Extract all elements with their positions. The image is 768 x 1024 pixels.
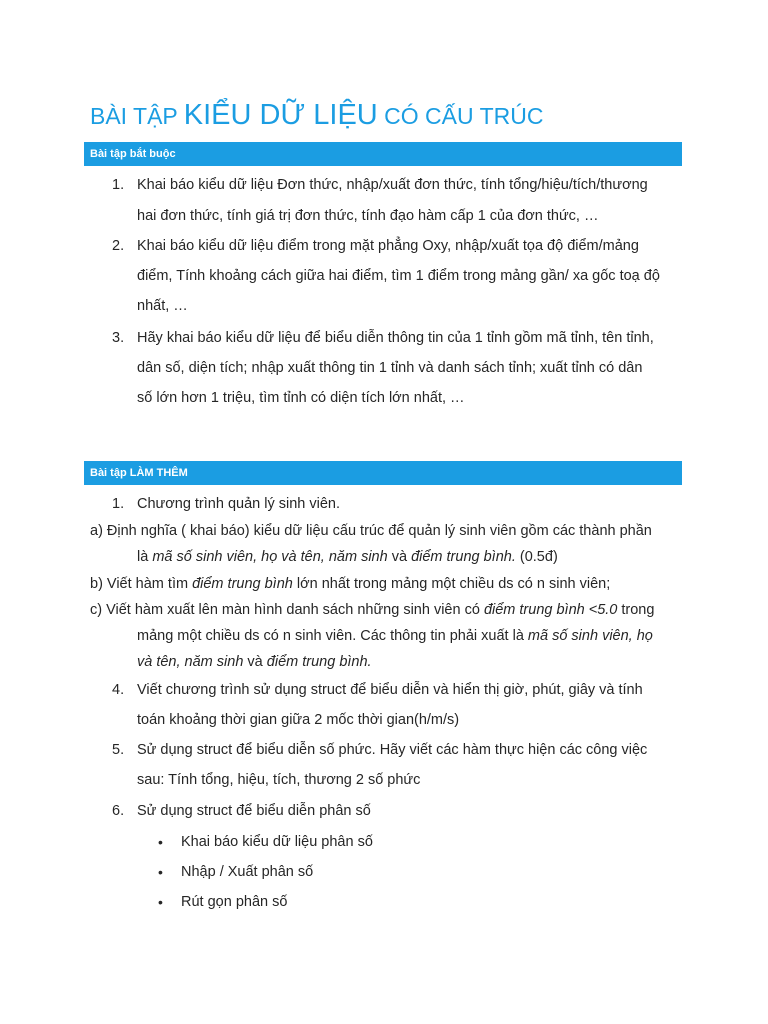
list-item-line: Sử dụng struct để biểu diễn số phức. Hãy viết các hàm thực hiện các công việc — [137, 742, 648, 758]
title-part-3: CÓ CẤU TRÚC — [377, 103, 544, 129]
bullet-item: Nhập / Xuất phân số — [181, 864, 314, 880]
list-number: 1. — [112, 177, 125, 193]
list-item-line: dân số, diện tích; nhập xuất thông tin 1 tỉnh và danh sách tỉnh; xuất tỉnh có dân — [137, 360, 643, 376]
list-item-line: Chương trình quản lý sinh viên. — [137, 496, 340, 512]
bullet-item: Rút gọn phân số — [181, 894, 288, 910]
list-item-line: Hãy khai báo kiểu dữ liệu để biểu diễn thông tin của 1 tỉnh gồm mã tỉnh, tên tỉnh, — [137, 330, 654, 346]
sub-item-c-line: c) Viết hàm xuất lên màn hình danh sách những sinh viên có điểm trung bình <5.0 trong — [90, 602, 655, 618]
list-item-line: hai đơn thức, tính giá trị đơn thức, tính đạo hàm cấp 1 của đơn thức, … — [137, 208, 599, 224]
list-item-line: Viết chương trình sử dụng struct để biểu diễn và hiển thị giờ, phút, giây và tính — [137, 682, 643, 698]
sub-item-c-line: mảng một chiều ds có n sinh viên. Các thông tin phải xuất là mã số sinh viên, họ — [137, 628, 653, 644]
title-part-1: BÀI TẬP — [90, 103, 184, 129]
page-title — [90, 94, 543, 133]
list-item-line: Khai báo kiểu dữ liệu Đơn thức, nhập/xuất đơn thức, tính tổng/hiệu/tích/thương — [137, 177, 648, 193]
list-number: 6. — [112, 803, 125, 819]
section-header-required: Bài tập bắt buộc — [84, 142, 682, 166]
list-number: 5. — [112, 742, 125, 758]
list-number: 1. — [112, 496, 125, 512]
list-item-line: số lớn hơn 1 triệu, tìm tỉnh có diện tích lớn nhất, … — [137, 390, 465, 406]
list-item-line: điểm, Tính khoảng cách giữa hai điểm, tìm 1 điểm trong mảng gần/ xa gốc toạ độ — [137, 268, 660, 284]
list-number: 2. — [112, 238, 125, 254]
bullet-icon: • — [158, 834, 163, 850]
list-item-line: nhất, … — [137, 298, 188, 314]
list-item-line: toán khoảng thời gian giữa 2 mốc thời gian(h/m/s) — [137, 712, 460, 728]
sub-item-b-line: b) Viết hàm tìm điểm trung bình lớn nhất trong mảng một chiều ds có n sinh viên; — [90, 576, 611, 592]
bullet-item: Khai báo kiểu dữ liệu phân số — [181, 834, 373, 850]
bullet-icon: • — [158, 894, 163, 910]
sub-item-a-line: a) Định nghĩa ( khai báo) kiểu dữ liệu cấu trúc để quản lý sinh viên gồm các thành phần — [90, 523, 652, 539]
bullet-icon: • — [158, 864, 163, 880]
list-number: 4. — [112, 682, 125, 698]
sub-item-c-line: và tên, năm sinh và điểm trung bình. — [137, 654, 372, 670]
list-item-line: sau: Tính tổng, hiệu, tích, thương 2 số phức — [137, 772, 421, 788]
list-item-line: Khai báo kiểu dữ liệu điểm trong mặt phẳng Oxy, nhập/xuất tọa độ điểm/mảng — [137, 238, 639, 254]
sub-item-a-line: là mã số sinh viên, họ và tên, năm sinh và điểm trung bình. (0.5đ) — [137, 549, 558, 565]
list-item-line: Sử dụng struct để biểu diễn phân số — [137, 803, 371, 819]
list-number: 3. — [112, 330, 125, 346]
title-part-2: KIỂU DỮ LIỆU — [183, 99, 378, 131]
section-header-extra: Bài tập LÀM THÊM — [84, 461, 682, 485]
